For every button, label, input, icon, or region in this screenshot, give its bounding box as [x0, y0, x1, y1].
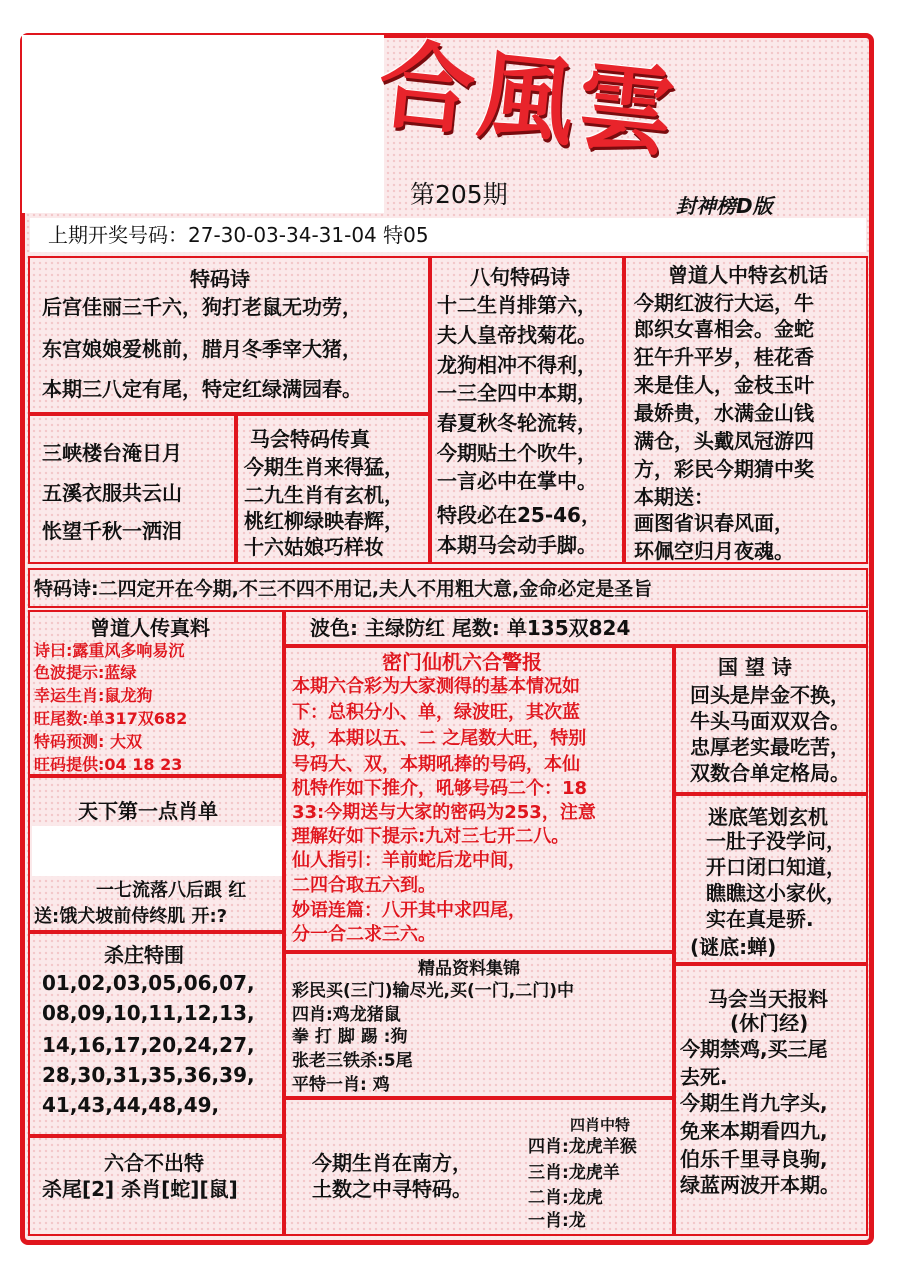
boutique-line: 拳 打 脚 踢 :狗 — [292, 1027, 408, 1047]
secret-line: 机特作如下推介，吼够号码二个：18 — [292, 778, 588, 799]
poem-a-line: 怅望千秋一洒泪 — [42, 519, 182, 543]
last-draw-numbers: 上期开奖号码：27-30-03-34-31-04 特05 — [30, 218, 866, 252]
poem1-line: 后宫佳丽三千六，狗打老鼠无功劳， — [42, 295, 362, 319]
boutique-line: 四肖:鸡龙猪鼠 — [292, 1005, 401, 1025]
zeng-mystery-title: 曾道人中特玄机话 — [668, 263, 828, 287]
kill-title: 杀庄特围 — [104, 943, 184, 967]
zeng-mystery-line: 方，彩民今期猜中奖 — [634, 457, 814, 481]
south-line: 土数之中寻特码。 — [312, 1177, 472, 1201]
mahui-today-line: 今期生肖九字头, — [680, 1091, 828, 1115]
zeng-mystery-line: 环佩空归月夜魂。 — [634, 539, 794, 563]
poem1-title: 特码诗 — [190, 267, 250, 291]
brand-label: 封神榜D版 — [676, 194, 773, 218]
faded-area — [32, 826, 282, 876]
eight-line-line: 夫人皇帝找菊花。 — [437, 323, 597, 347]
no-special-line: 杀尾[2] 杀肖[蛇][鼠] — [42, 1177, 238, 1201]
four-zodiac-line: 四肖:龙虎羊猴 — [528, 1137, 637, 1157]
kill-line: 08,09,10,11,12,13, — [42, 1001, 255, 1025]
riddle-answer: (谜底:蝉) — [690, 935, 777, 959]
mahui-today-title: 马会当天报料 — [708, 987, 828, 1011]
secret-line: 下：总积分小、单，绿波旺，其次蓝 — [292, 702, 580, 723]
no-special-title: 六合不出特 — [104, 1151, 204, 1175]
first-zodiac-line: 一七流落八后跟 红 — [96, 880, 247, 901]
riddle-line: 开口闭口知道， — [706, 855, 846, 879]
kill-line: 14,16,17,20,24,27, — [42, 1033, 255, 1057]
boutique-line: 张老三铁杀:5尾 — [292, 1051, 413, 1071]
mahui-fax-line: 桃红柳绿映春辉， — [244, 509, 404, 533]
mahui-fax-line: 今期生肖来得猛， — [244, 455, 404, 479]
logo-title: 合風雲 — [373, 27, 684, 171]
riddle-line: 实在真是骄. — [706, 907, 814, 931]
poem-a-line: 三峡楼台淹日月 — [42, 441, 182, 465]
eight-line-line: 龙狗相冲不得利， — [437, 353, 597, 377]
mahui-fax-line: 二九生肖有玄机， — [244, 483, 404, 507]
zeng-fax-title: 曾道人传真料 — [90, 616, 210, 640]
zeng-fax-line: 特码预测: 大双 — [34, 732, 142, 751]
eight-line-line: 特段必在25-46， — [437, 503, 601, 527]
zeng-mystery-line: 最娇贵，水满金山钱 — [634, 401, 814, 425]
eight-line-line: 一言必中在掌中。 — [437, 469, 597, 493]
south-line: 今期生肖在南方， — [312, 1151, 472, 1175]
wave-color-line: 波色: 主绿防红 尾数: 单135双824 — [310, 616, 631, 640]
zeng-fax-line: 旺尾数:单317双682 — [34, 709, 188, 728]
kill-line: 28,30,31,35,36,39, — [42, 1063, 255, 1087]
four-zodiac-line: 二肖:龙虎 — [528, 1188, 603, 1208]
mahui-today-line: 免来本期看四九, — [680, 1119, 828, 1143]
eight-line-line: 本期马会动手脚。 — [437, 533, 597, 557]
riddle-line: 一肚子没学问， — [706, 829, 846, 853]
zeng-mystery-line: 狂午升平岁，桂花香 — [634, 345, 814, 369]
mahui-fax-title: 马会特码传真 — [250, 427, 370, 451]
riddle-line: 瞧瞧这小家伙， — [706, 881, 846, 905]
secret-line: 号码大、双，本期吼捧的号码，本仙 — [292, 754, 580, 775]
boutique-title: 精品资料集锦 — [418, 959, 520, 979]
zeng-mystery-line: 今期红波行大运，牛 — [634, 291, 814, 315]
nation-poem-line: 回头是岸金不换， — [690, 683, 850, 707]
zeng-mystery-line: 满仓，头戴凤冠游四 — [634, 429, 814, 453]
nation-poem-line: 牛头马面双双合。 — [690, 709, 850, 733]
secret-line: 本期六合彩为大家测得的基本情况如 — [292, 676, 580, 697]
secret-line: 33:今期送与大家的密码为253，注意 — [292, 802, 596, 823]
kill-line: 41,43,44,48,49, — [42, 1093, 220, 1117]
eight-line-line: 今期贴土个吹牛， — [437, 441, 597, 465]
issue-number: 第205期 — [410, 180, 508, 209]
eight-line-line: 春夏秋冬轮流转， — [437, 411, 597, 435]
first-zodiac-line: 送:饿犬坡前侍终肌 开:? — [34, 906, 228, 927]
zeng-fax-line: 旺码提供:04 18 23 — [34, 755, 183, 774]
four-zodiac-line: 三肖:龙虎羊 — [528, 1163, 620, 1183]
mahui-today-line: 绿蓝两波开本期。 — [680, 1173, 840, 1197]
zeng-fax-line: 色波提示:蓝绿 — [34, 663, 137, 682]
secret-line: 妙语连篇：八开其中求四尾， — [292, 900, 526, 921]
secret-line: 理解好如下提示:九对三七开二八。 — [292, 826, 570, 847]
mahui-fax-line: 十六姑娘巧样妆 — [244, 535, 384, 559]
secret-line: 仙人指引：羊前蛇后龙中间， — [292, 850, 526, 871]
zeng-mystery-line: 本期送： — [634, 485, 714, 509]
boutique-line: 平特一肖: 鸡 — [292, 1075, 390, 1095]
mahui-today-line: 伯乐千里寻良驹, — [680, 1147, 828, 1171]
zeng-mystery-line: 画图省识春风面， — [634, 511, 794, 535]
eight-line-title: 八句特码诗 — [470, 265, 570, 289]
zeng-fax-line: 诗曰:露重风多响易沉 — [34, 641, 185, 660]
zeng-mystery-line: 来是佳人，金枝玉叶 — [634, 373, 814, 397]
secret-line: 分一合二求三六。 — [292, 924, 436, 945]
eight-line-line: 一三全四中本期， — [437, 381, 597, 405]
code-poem-line: 特码诗:二四定开在今期,不三不四不用记,夫人不用粗大意,金命必定是圣旨 — [34, 578, 653, 600]
nation-poem-title: 国 望 诗 — [718, 655, 792, 679]
nation-poem-line: 忠厚老实最吃苦， — [690, 735, 850, 759]
boutique-line: 彩民买(三门)输尽光,买(一门,二门)中 — [292, 981, 574, 1001]
poem-a-line: 五溪衣服共云山 — [42, 481, 182, 505]
zeng-mystery-line: 郎织女喜相会。金蛇 — [634, 317, 814, 341]
secret-line: 二四合取五六到。 — [292, 875, 436, 896]
secret-line: 波，本期以五、二 之尾数大旺，特别 — [292, 728, 587, 749]
eight-line-line: 十二生肖排第六， — [437, 293, 597, 317]
nation-poem-line: 双数合单定格局。 — [690, 761, 850, 785]
poem1-line: 本期三八定有尾，特定红绿满园春。 — [42, 377, 362, 401]
four-zodiac-title: 四肖中特 — [570, 1116, 631, 1134]
zeng-fax-line: 幸运生肖:鼠龙狗 — [34, 686, 153, 705]
kill-line: 01,02,03,05,06,07, — [42, 971, 255, 995]
mahui-today-line: 去死. — [680, 1065, 728, 1089]
four-zodiac-line: 一肖:龙 — [528, 1211, 586, 1231]
mahui-today-subtitle: (休门经) — [730, 1011, 809, 1035]
secret-title: 密门仙机六合警报 — [382, 650, 542, 674]
first-zodiac-title: 天下第一点肖单 — [78, 799, 218, 823]
header-blank-area — [22, 35, 384, 213]
poem1-line: 东宫娘娘爱桃前，腊月冬季宰大猪， — [42, 337, 362, 361]
mahui-today-line: 今期禁鸡,买三尾 — [680, 1037, 828, 1061]
riddle-line: 迷底笔划玄机 — [708, 805, 828, 829]
